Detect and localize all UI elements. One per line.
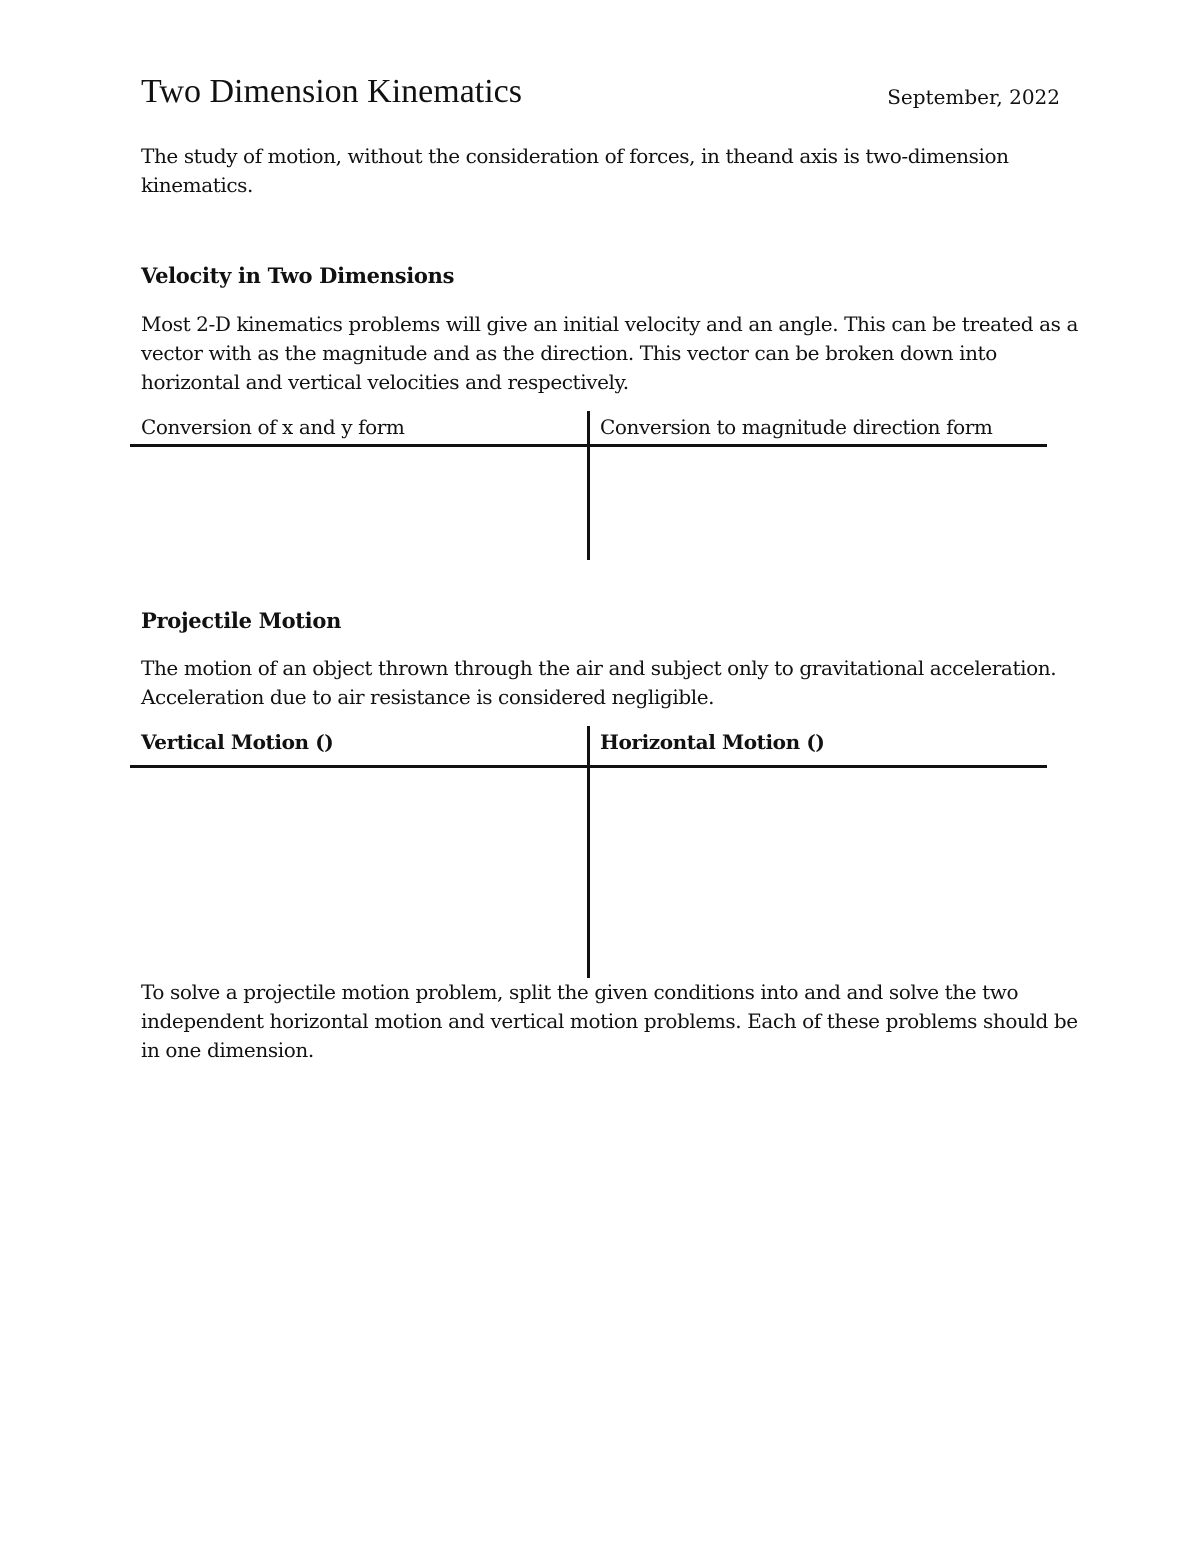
intro-line: The study of motion, without the consideration of forces, in theand axis is two-dimension bbox=[141, 144, 1009, 168]
closing-line: in one dimension. bbox=[141, 1038, 314, 1062]
projectile-line: The motion of an object thrown through the air and subject only to gravitational acceleration. bbox=[141, 656, 1057, 680]
closing-line: To solve a projectile motion problem, split the given conditions into and and solve the two bbox=[141, 980, 1019, 1004]
closing-line: independent horizontal motion and vertical motion problems. Each of these problems should be bbox=[141, 1009, 1078, 1033]
intro-paragraph bbox=[141, 142, 1066, 200]
page-title: Two Dimension Kinematics bbox=[141, 73, 523, 110]
velocity-paragraph bbox=[141, 310, 1078, 397]
projectile-table-divider bbox=[587, 726, 590, 978]
conversion-magnitude-header: Conversion to magnitude direction form bbox=[600, 415, 993, 439]
projectile-heading: Projectile Motion bbox=[141, 608, 342, 633]
projectile-line: Acceleration due to air resistance is considered negligible. bbox=[141, 685, 715, 709]
closing-paragraph bbox=[141, 978, 1078, 1065]
velocity-line: horizontal and vertical velocities and respectively. bbox=[141, 370, 629, 394]
conversion-table-divider bbox=[587, 411, 590, 560]
velocity-line: Most 2-D kinematics problems will give an initial velocity and an angle. This can be treated as a bbox=[141, 312, 1078, 336]
velocity-heading: Velocity in Two Dimensions bbox=[141, 263, 455, 288]
intro-line: kinematics. bbox=[141, 173, 253, 197]
vertical-motion-header: Vertical Motion () bbox=[141, 730, 334, 754]
conversion-xy-header: Conversion of x and y form bbox=[141, 415, 405, 439]
projectile-paragraph bbox=[141, 654, 1066, 712]
page-date: September, 2022 bbox=[887, 85, 1060, 109]
velocity-line: vector with as the magnitude and as the direction. This vector can be broken down into bbox=[141, 341, 997, 365]
horizontal-motion-header: Horizontal Motion () bbox=[600, 730, 825, 754]
